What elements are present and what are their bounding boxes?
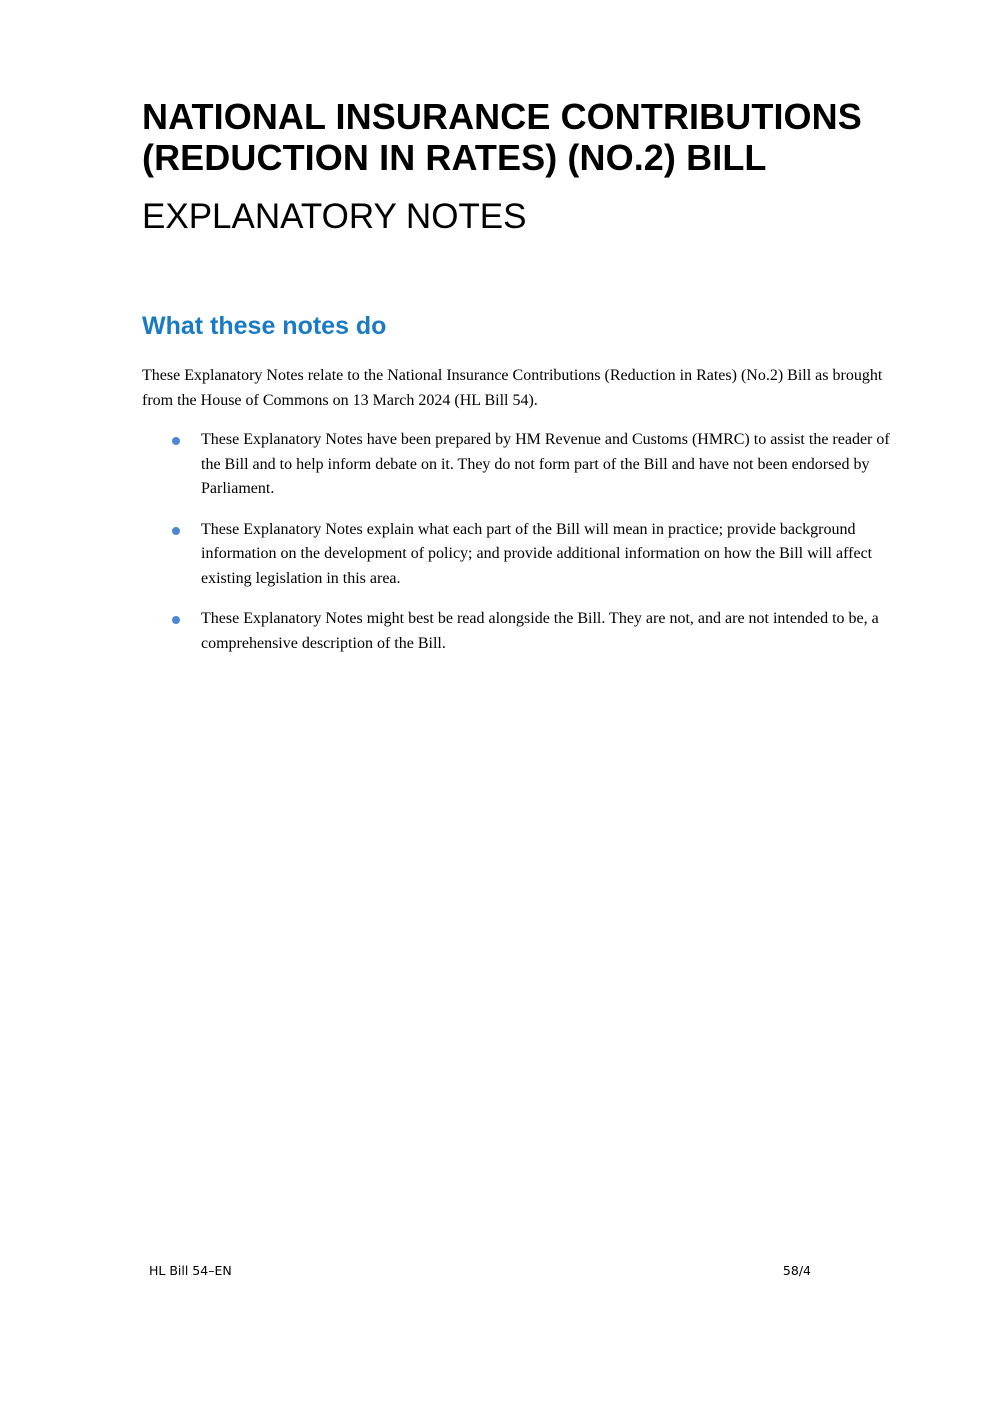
title-block: [142, 96, 922, 237]
bullet-item: [142, 518, 912, 592]
footer-page-code: 58/4: [782, 1263, 811, 1278]
bullet-text: These Explanatory Notes have been prepared by HM Revenue and Customs (HMRC) to assist the reader of the Bill and to help inform debate on it. They do not form part of the Bill and have not been endorsed by Parliament.: [201, 431, 890, 497]
document-title: NATIONAL INSURANCE CONTRIBUTIONS (REDUCTION IN RATES) (NO.2) BILL: [142, 96, 862, 178]
bullet-item: [142, 428, 912, 502]
bullet-dot-icon: [172, 527, 180, 535]
bullet-text: These Explanatory Notes might best be read alongside the Bill. They are not, and are not intended to be, a comprehensive description of the Bill.: [201, 610, 879, 652]
intro-paragraph: These Explanatory Notes relate to the National Insurance Contributions (Reduction in Rates) (No.2) Bill as brought from the House of Commons on 13 March 2024 (HL Bill 54).: [142, 367, 883, 409]
document-subtitle: EXPLANATORY NOTES: [142, 197, 527, 236]
footer-bill-reference: HL Bill 54–EN: [149, 1263, 232, 1278]
bullet-list: [142, 428, 912, 672]
bullet-dot-icon: [172, 437, 180, 445]
bullet-text: These Explanatory Notes explain what each part of the Bill will mean in practice; provide background information on the development of policy; and provide additional information on how the Bill will affect existing legislation in this area.: [201, 520, 873, 587]
bullet-dot-icon: [172, 616, 180, 624]
section-heading: What these notes do: [142, 312, 387, 340]
bullet-item: [142, 607, 912, 656]
